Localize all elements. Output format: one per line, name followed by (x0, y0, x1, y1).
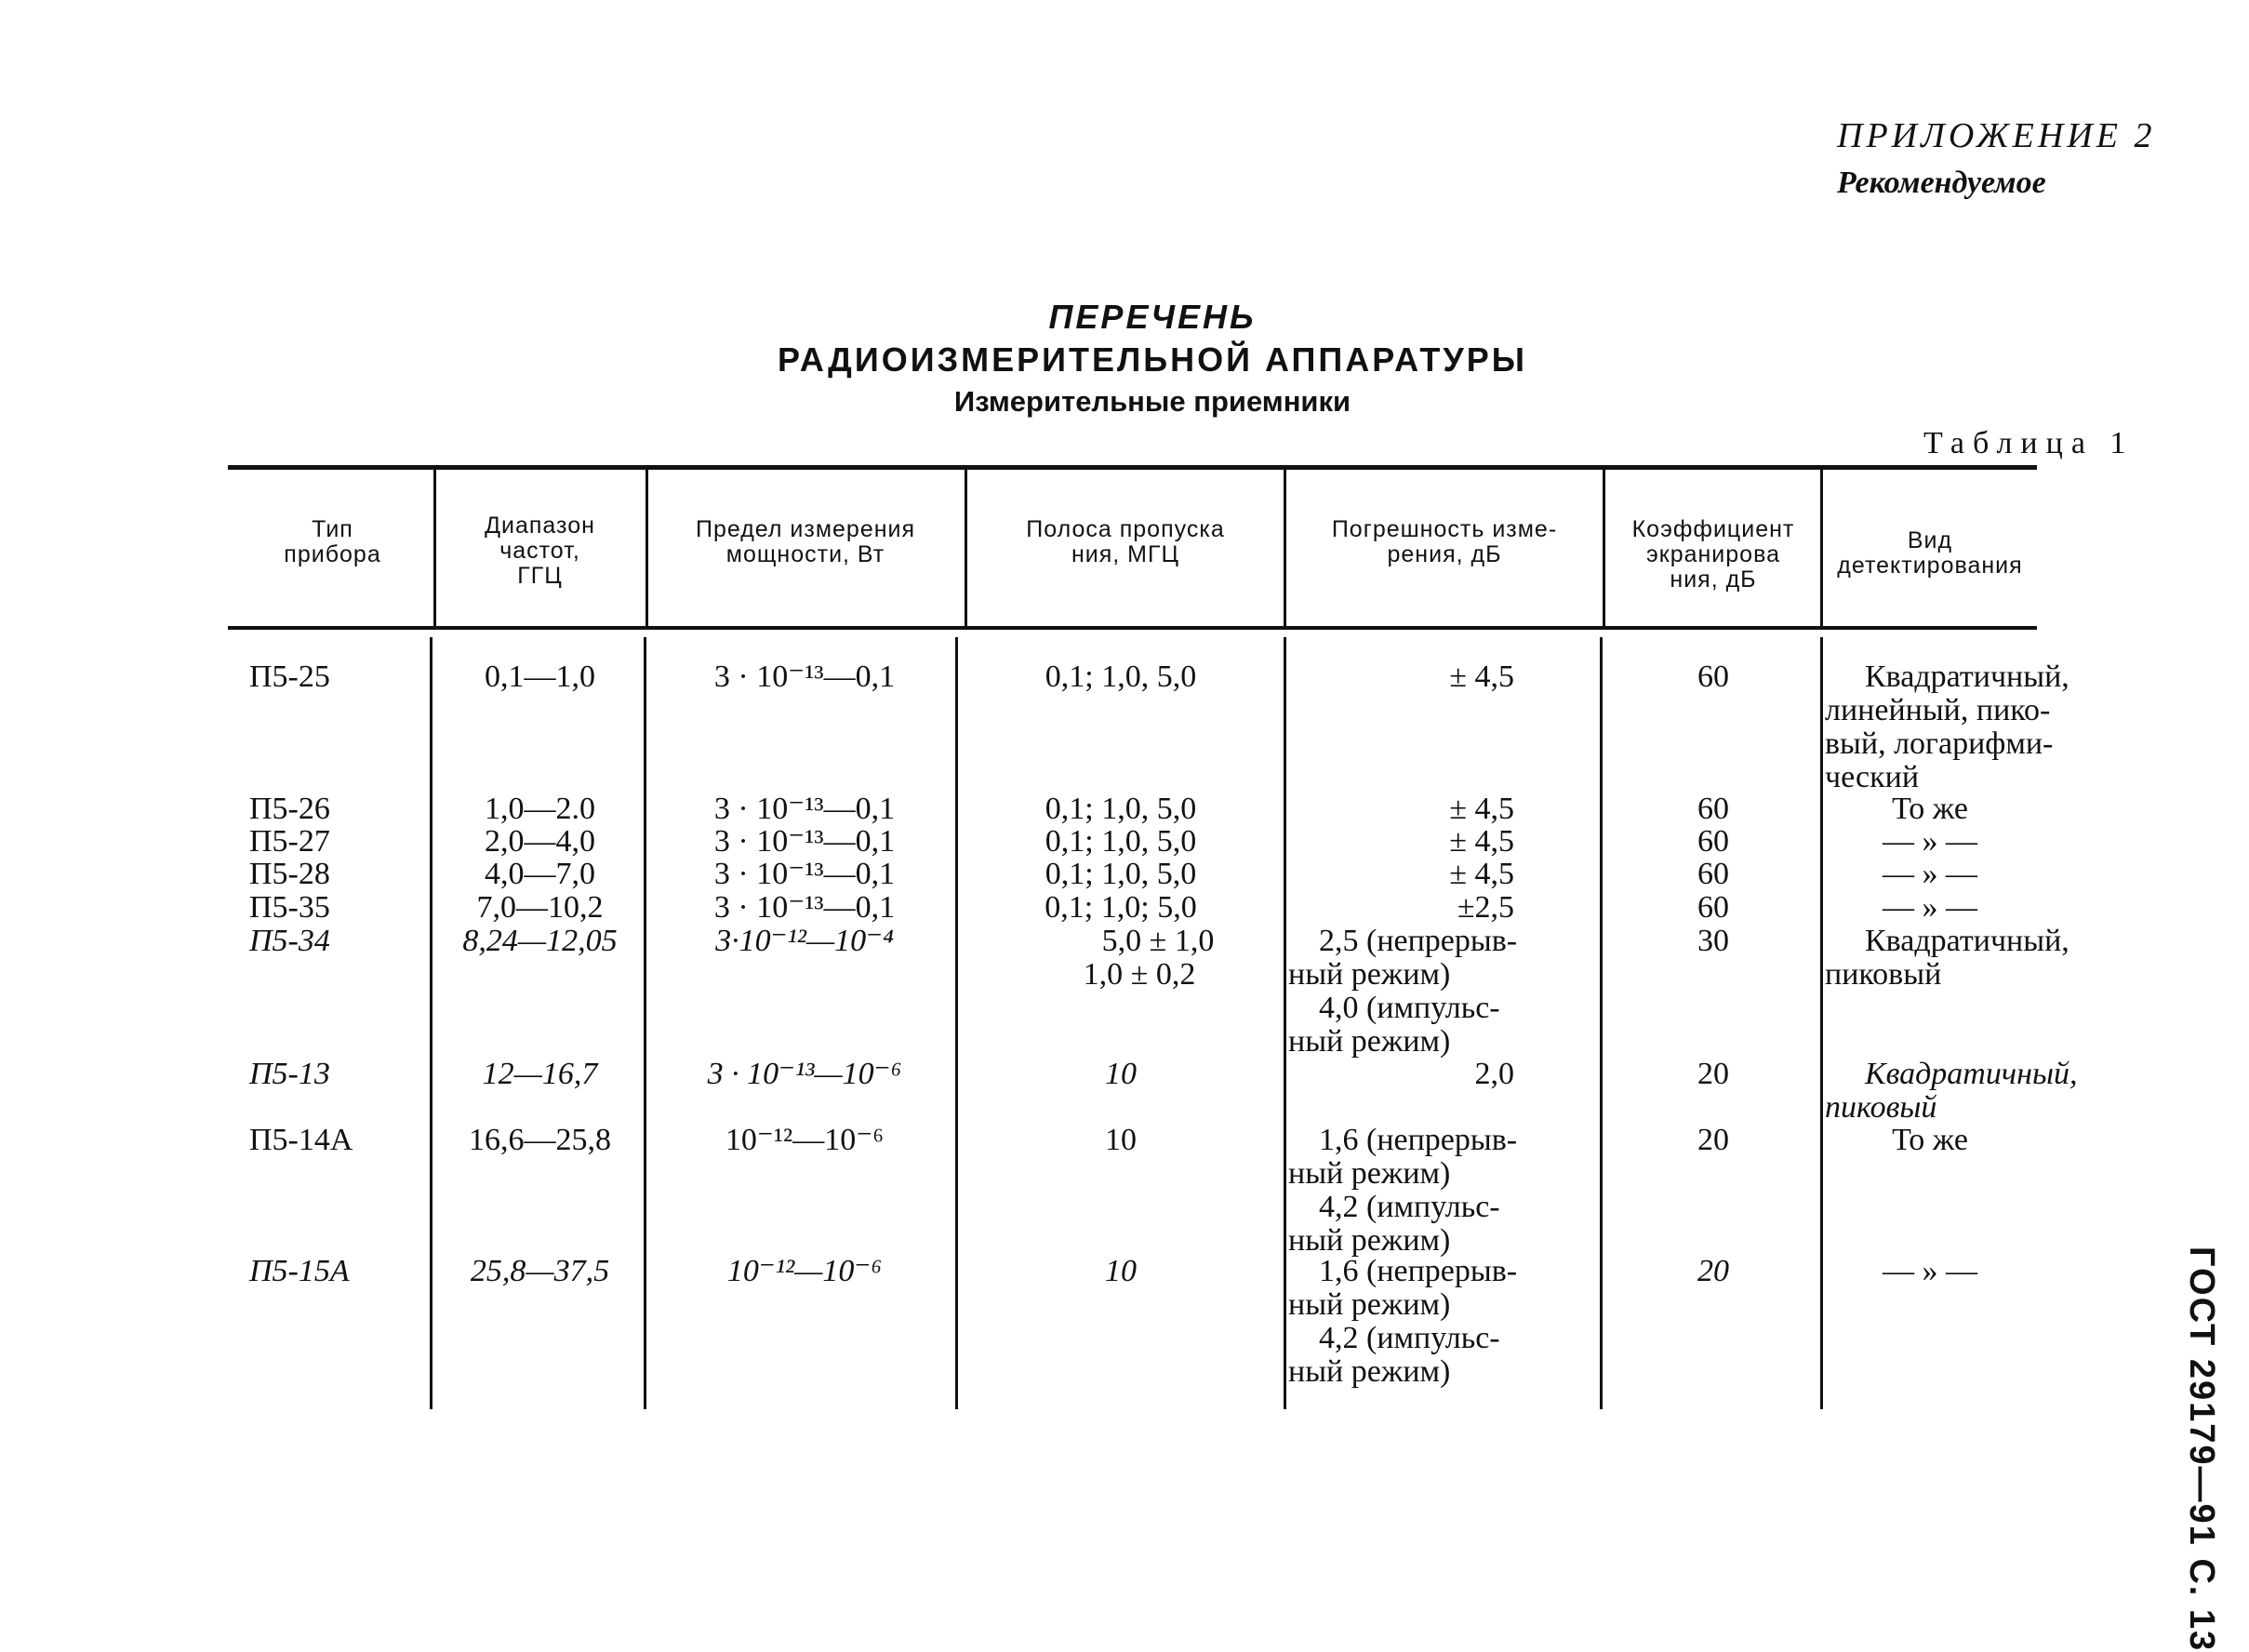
title-line-1: ПЕРЕЧЕНЬ (1048, 298, 1257, 336)
cell-power: 3·10⁻¹²—10⁻⁴ (715, 924, 894, 958)
cell-detect: ческий (1825, 760, 1920, 794)
cell-detect: линейный, пико- (1825, 693, 2051, 727)
cell-power: 3 · 10⁻¹³—0,1 (713, 890, 896, 925)
cell-detect: Квадратичный, (1865, 924, 2069, 958)
cell-detect: То же (1892, 792, 1968, 826)
header-detection: Вид детектирования (1837, 527, 2023, 579)
cell-power: 3 · 10⁻¹³—10⁻⁶ (707, 1057, 902, 1091)
cell-error: ± 4,5 (1449, 824, 1514, 859)
cell-type: П5-15А (249, 1254, 350, 1288)
cell-freq: 4,0—7,0 (485, 857, 595, 891)
header-power: Предел измерения мощности, Вт (695, 516, 916, 567)
cell-band: 0,1; 1,0, 5,0 (1045, 857, 1197, 891)
cell-detect: вый, логарифми- (1825, 726, 2054, 761)
cell-error: ± 4,5 (1449, 857, 1514, 891)
header-error: Погрешность изме- рения, дБ (1331, 516, 1558, 567)
cell-freq: 0,1—1,0 (485, 659, 595, 694)
cell-error: ± 4,5 (1449, 659, 1514, 694)
cell-error: ный режим) (1288, 1156, 1451, 1191)
cell-type: П5-27 (249, 824, 330, 859)
cell-type: П5-14А (249, 1123, 353, 1157)
cell-detect: То же (1892, 1123, 1968, 1157)
cell-band: 10 (1105, 1057, 1137, 1091)
header-type: Тип прибора (284, 516, 381, 567)
cell-power: 3 · 10⁻¹³—0,1 (713, 659, 896, 694)
cell-type: П5-35 (249, 890, 330, 925)
cell-band: 0,1; 1,0; 5,0 (1045, 890, 1197, 925)
column-rule (965, 470, 967, 626)
cell-detect: пиковый (1825, 957, 1942, 992)
cell-shield: 20 (1697, 1057, 1729, 1091)
cell-error: 4,2 (импульс- (1319, 1321, 1500, 1355)
column-rule (1820, 470, 1823, 626)
column-rule (1603, 470, 1605, 626)
cell-shield: 20 (1697, 1123, 1729, 1157)
cell-detect: Квадратичный, (1865, 659, 2069, 694)
cell-detect: — » — (1883, 890, 1977, 925)
cell-type: П5-28 (249, 857, 330, 891)
appendix-label: ПРИЛОЖЕНИЕ 2 (1837, 116, 2156, 155)
cell-type: П5-13 (249, 1057, 330, 1091)
title-line-2: РАДИОИЗМЕРИТЕЛЬНОЙ АППАРАТУРЫ (778, 340, 1527, 379)
cell-freq: 1,0—2.0 (485, 792, 595, 826)
cell-freq: 8,24—12,05 (462, 924, 618, 958)
cell-shield: 60 (1697, 792, 1729, 826)
cell-shield: 60 (1697, 890, 1729, 925)
cell-power: 3 · 10⁻¹³—0,1 (713, 792, 896, 826)
column-rule (1600, 637, 1603, 1409)
cell-error: ный режим) (1288, 1354, 1451, 1389)
cell-shield: 60 (1697, 857, 1729, 891)
cell-band: 5,0 ± 1,0 (1101, 924, 1215, 958)
cell-detect: — » — (1883, 824, 1977, 859)
cell-error: ный режим) (1288, 957, 1451, 992)
table-top-rule (228, 465, 2037, 470)
cell-freq: 16,6—25,8 (469, 1123, 611, 1157)
cell-shield: 20 (1697, 1254, 1729, 1288)
side-standard-label: ГОСТ 29179—91 С. 13 (2182, 1246, 2221, 1652)
cell-power: 3 · 10⁻¹³—0,1 (713, 857, 896, 891)
cell-detect: — » — (1883, 1254, 1977, 1288)
cell-band: 1,0 ± 0,2 (1083, 957, 1196, 992)
cell-freq: 12—16,7 (482, 1057, 598, 1091)
cell-error: 2,0 (1474, 1057, 1514, 1091)
cell-error: 4,2 (импульс- (1319, 1190, 1500, 1224)
cell-shield: 60 (1697, 824, 1729, 859)
cell-error: ный режим) (1288, 1024, 1451, 1059)
cell-band: 0,1; 1,0, 5,0 (1045, 792, 1197, 826)
column-rule (1820, 637, 1823, 1409)
column-rule (645, 470, 648, 626)
cell-freq: 2,0—4,0 (485, 824, 595, 859)
cell-band: 0,1; 1,0, 5,0 (1045, 659, 1197, 694)
cell-error: ±2,5 (1457, 890, 1514, 925)
cell-band: 0,1; 1,0, 5,0 (1045, 824, 1197, 859)
cell-shield: 30 (1697, 924, 1729, 958)
cell-power: 10⁻¹²—10⁻⁶ (726, 1254, 883, 1288)
cell-power: 3 · 10⁻¹³—0,1 (713, 824, 896, 859)
status-label: Рекомендуемое (1837, 166, 2046, 200)
header-bottom-rule (228, 626, 2037, 630)
subtitle: Измерительные приемники (953, 385, 1351, 418)
column-rule (430, 637, 432, 1409)
cell-detect: пиковый (1825, 1090, 1937, 1125)
cell-error: ный режим) (1288, 1223, 1451, 1258)
cell-shield: 60 (1697, 659, 1729, 694)
cell-freq: 7,0—10,2 (476, 890, 604, 925)
cell-detect: Квадратичный, (1865, 1057, 2078, 1091)
header-bandwidth: Полоса пропуска ния, МГЦ (1026, 516, 1225, 567)
column-rule (1284, 637, 1286, 1409)
cell-freq: 25,8—37,5 (470, 1254, 610, 1288)
cell-band: 10 (1105, 1254, 1137, 1288)
column-rule (433, 470, 436, 626)
cell-type: П5-26 (249, 792, 330, 826)
cell-band: 10 (1105, 1123, 1137, 1157)
cell-power: 10⁻¹²—10⁻⁶ (725, 1123, 885, 1157)
header-frequency: Диапазон частот, ГГЦ (485, 513, 595, 589)
cell-error: ± 4,5 (1449, 792, 1514, 826)
cell-detect: — » — (1883, 857, 1977, 891)
cell-type: П5-34 (249, 924, 330, 958)
cell-error: 2,5 (непрерыв- (1319, 924, 1518, 958)
cell-type: П5-25 (249, 659, 330, 694)
cell-error: ный режим) (1288, 1287, 1451, 1322)
cell-error: 4,0 (импульс- (1319, 991, 1500, 1025)
column-rule (955, 637, 958, 1409)
header-shielding: Коэффициент экранирова ния, дБ (1631, 516, 1795, 593)
table-label: Таблица 1 (1923, 426, 2135, 460)
column-rule (644, 637, 646, 1409)
cell-error: 1,6 (непрерыв- (1319, 1123, 1518, 1157)
cell-error: 1,6 (непрерыв- (1319, 1254, 1518, 1288)
column-rule (1284, 470, 1286, 626)
